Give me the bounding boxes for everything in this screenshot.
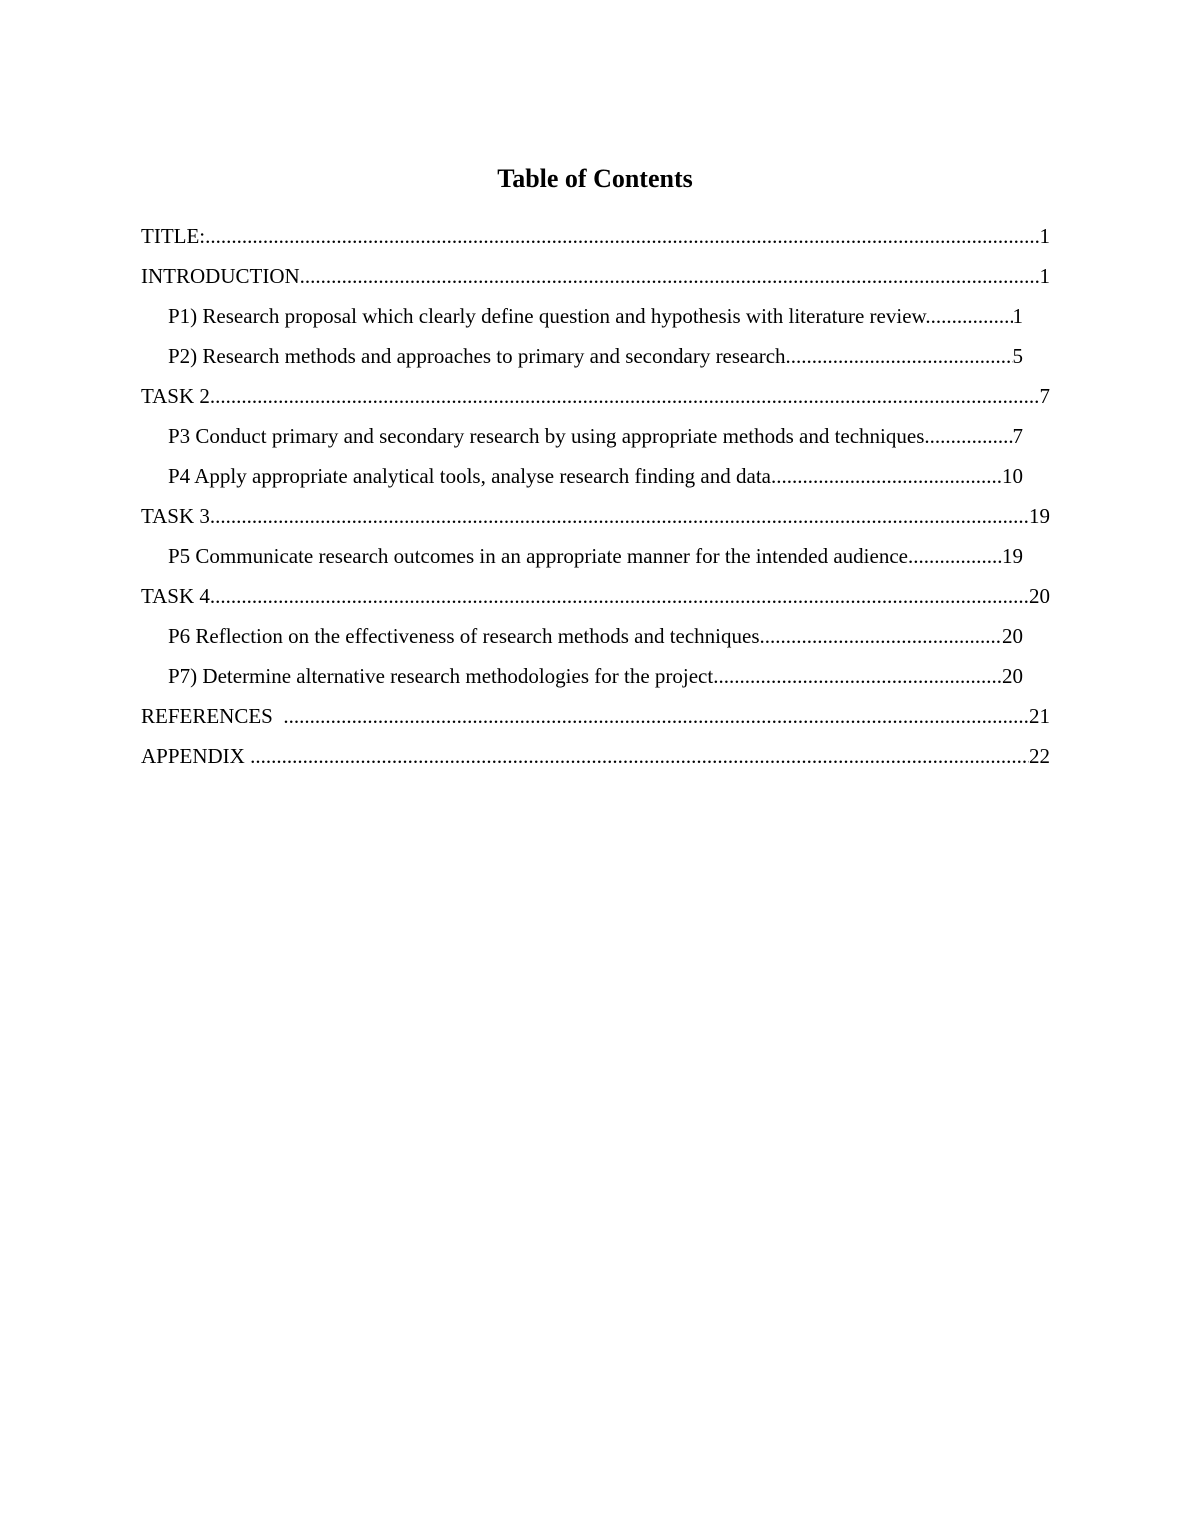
toc-entry-label: TASK 3 bbox=[141, 504, 210, 528]
toc-entry-p2[interactable] bbox=[168, 336, 1023, 376]
toc-entry-label: APPENDIX bbox=[141, 744, 251, 768]
toc-page-number: 7 bbox=[1039, 384, 1050, 408]
toc-entry-appendix[interactable] bbox=[141, 736, 1050, 776]
toc-entry-task-4[interactable] bbox=[141, 576, 1050, 616]
toc-page-number: 10 bbox=[1002, 464, 1023, 488]
toc-entry-label: P1) Research proposal which clearly define question and hypothesis with literature review. bbox=[168, 304, 931, 328]
toc-dot-leader bbox=[300, 256, 1040, 296]
toc-entry-label: P5 Communicate research outcomes in an appropriate manner for the intended audience. bbox=[168, 544, 914, 568]
toc-entry-task-2[interactable] bbox=[141, 376, 1050, 416]
toc-entry-title[interactable] bbox=[141, 216, 1050, 256]
toc-entry-label: TASK 2 bbox=[141, 384, 210, 408]
toc-page-number: 20 bbox=[1002, 664, 1023, 688]
toc-entry-label: TASK 4 bbox=[141, 584, 210, 608]
toc-dot-leader bbox=[791, 336, 1013, 376]
toc-dot-leader bbox=[931, 296, 1013, 336]
toc-dot-leader bbox=[771, 456, 1002, 496]
toc-entry-label: REFERENCES bbox=[141, 704, 284, 728]
toc-page-number: 20 bbox=[1029, 584, 1050, 608]
toc-page-number: 1 bbox=[1039, 264, 1050, 288]
toc-page-number: 7 bbox=[1012, 424, 1023, 448]
toc-entry-label: INTRODUCTION bbox=[141, 264, 300, 288]
toc-dot-leader bbox=[205, 216, 1039, 256]
toc-dot-leader bbox=[210, 496, 1029, 536]
toc-dot-leader bbox=[210, 376, 1040, 416]
toc-page-number: 1 bbox=[1039, 224, 1050, 248]
toc-dot-leader bbox=[210, 576, 1029, 616]
toc-entry-label: P2) Research methods and approaches to primary and secondary research. bbox=[168, 344, 791, 368]
toc-dot-leader bbox=[718, 656, 1002, 696]
toc-heading: Table of Contents bbox=[497, 164, 693, 193]
toc-page-number: 21 bbox=[1029, 704, 1050, 728]
toc-page-number: 19 bbox=[1029, 504, 1050, 528]
toc-dot-leader bbox=[924, 416, 1012, 456]
toc-entry-p4[interactable] bbox=[168, 456, 1023, 496]
toc-page-number: 1 bbox=[1012, 304, 1023, 328]
toc-page-number: 19 bbox=[1002, 544, 1023, 568]
toc-dot-leader bbox=[250, 736, 1029, 776]
toc-entry-label: P6 Reflection on the effectiveness of research methods and techniques. bbox=[168, 624, 765, 648]
toc-entry-p1[interactable] bbox=[168, 296, 1023, 336]
toc-entry-p3[interactable] bbox=[168, 416, 1023, 456]
toc-entry-references[interactable] bbox=[141, 696, 1050, 736]
toc-entry-label: TITLE: bbox=[141, 224, 206, 248]
toc-entry-p7[interactable] bbox=[168, 656, 1023, 696]
toc-dot-leader bbox=[913, 536, 1002, 576]
toc-entry-task-3[interactable] bbox=[141, 496, 1050, 536]
toc-entry-label: P7) Determine alternative research methodologies for the project. bbox=[168, 664, 719, 688]
toc-entry-introduction[interactable] bbox=[141, 256, 1050, 296]
toc-page-number: 22 bbox=[1029, 744, 1050, 768]
toc-entry-p5[interactable] bbox=[168, 536, 1023, 576]
toc-page-number: 20 bbox=[1002, 624, 1023, 648]
toc-entry-label: P4 Apply appropriate analytical tools, analyse research finding and data bbox=[168, 464, 771, 488]
toc-entry-p6[interactable] bbox=[168, 616, 1023, 656]
toc-dot-leader bbox=[765, 616, 1002, 656]
toc-page-number: 5 bbox=[1012, 344, 1023, 368]
toc-dot-leader bbox=[283, 696, 1029, 736]
toc-entry-label: P3 Conduct primary and secondary research by using appropriate methods and techniques bbox=[168, 424, 925, 448]
